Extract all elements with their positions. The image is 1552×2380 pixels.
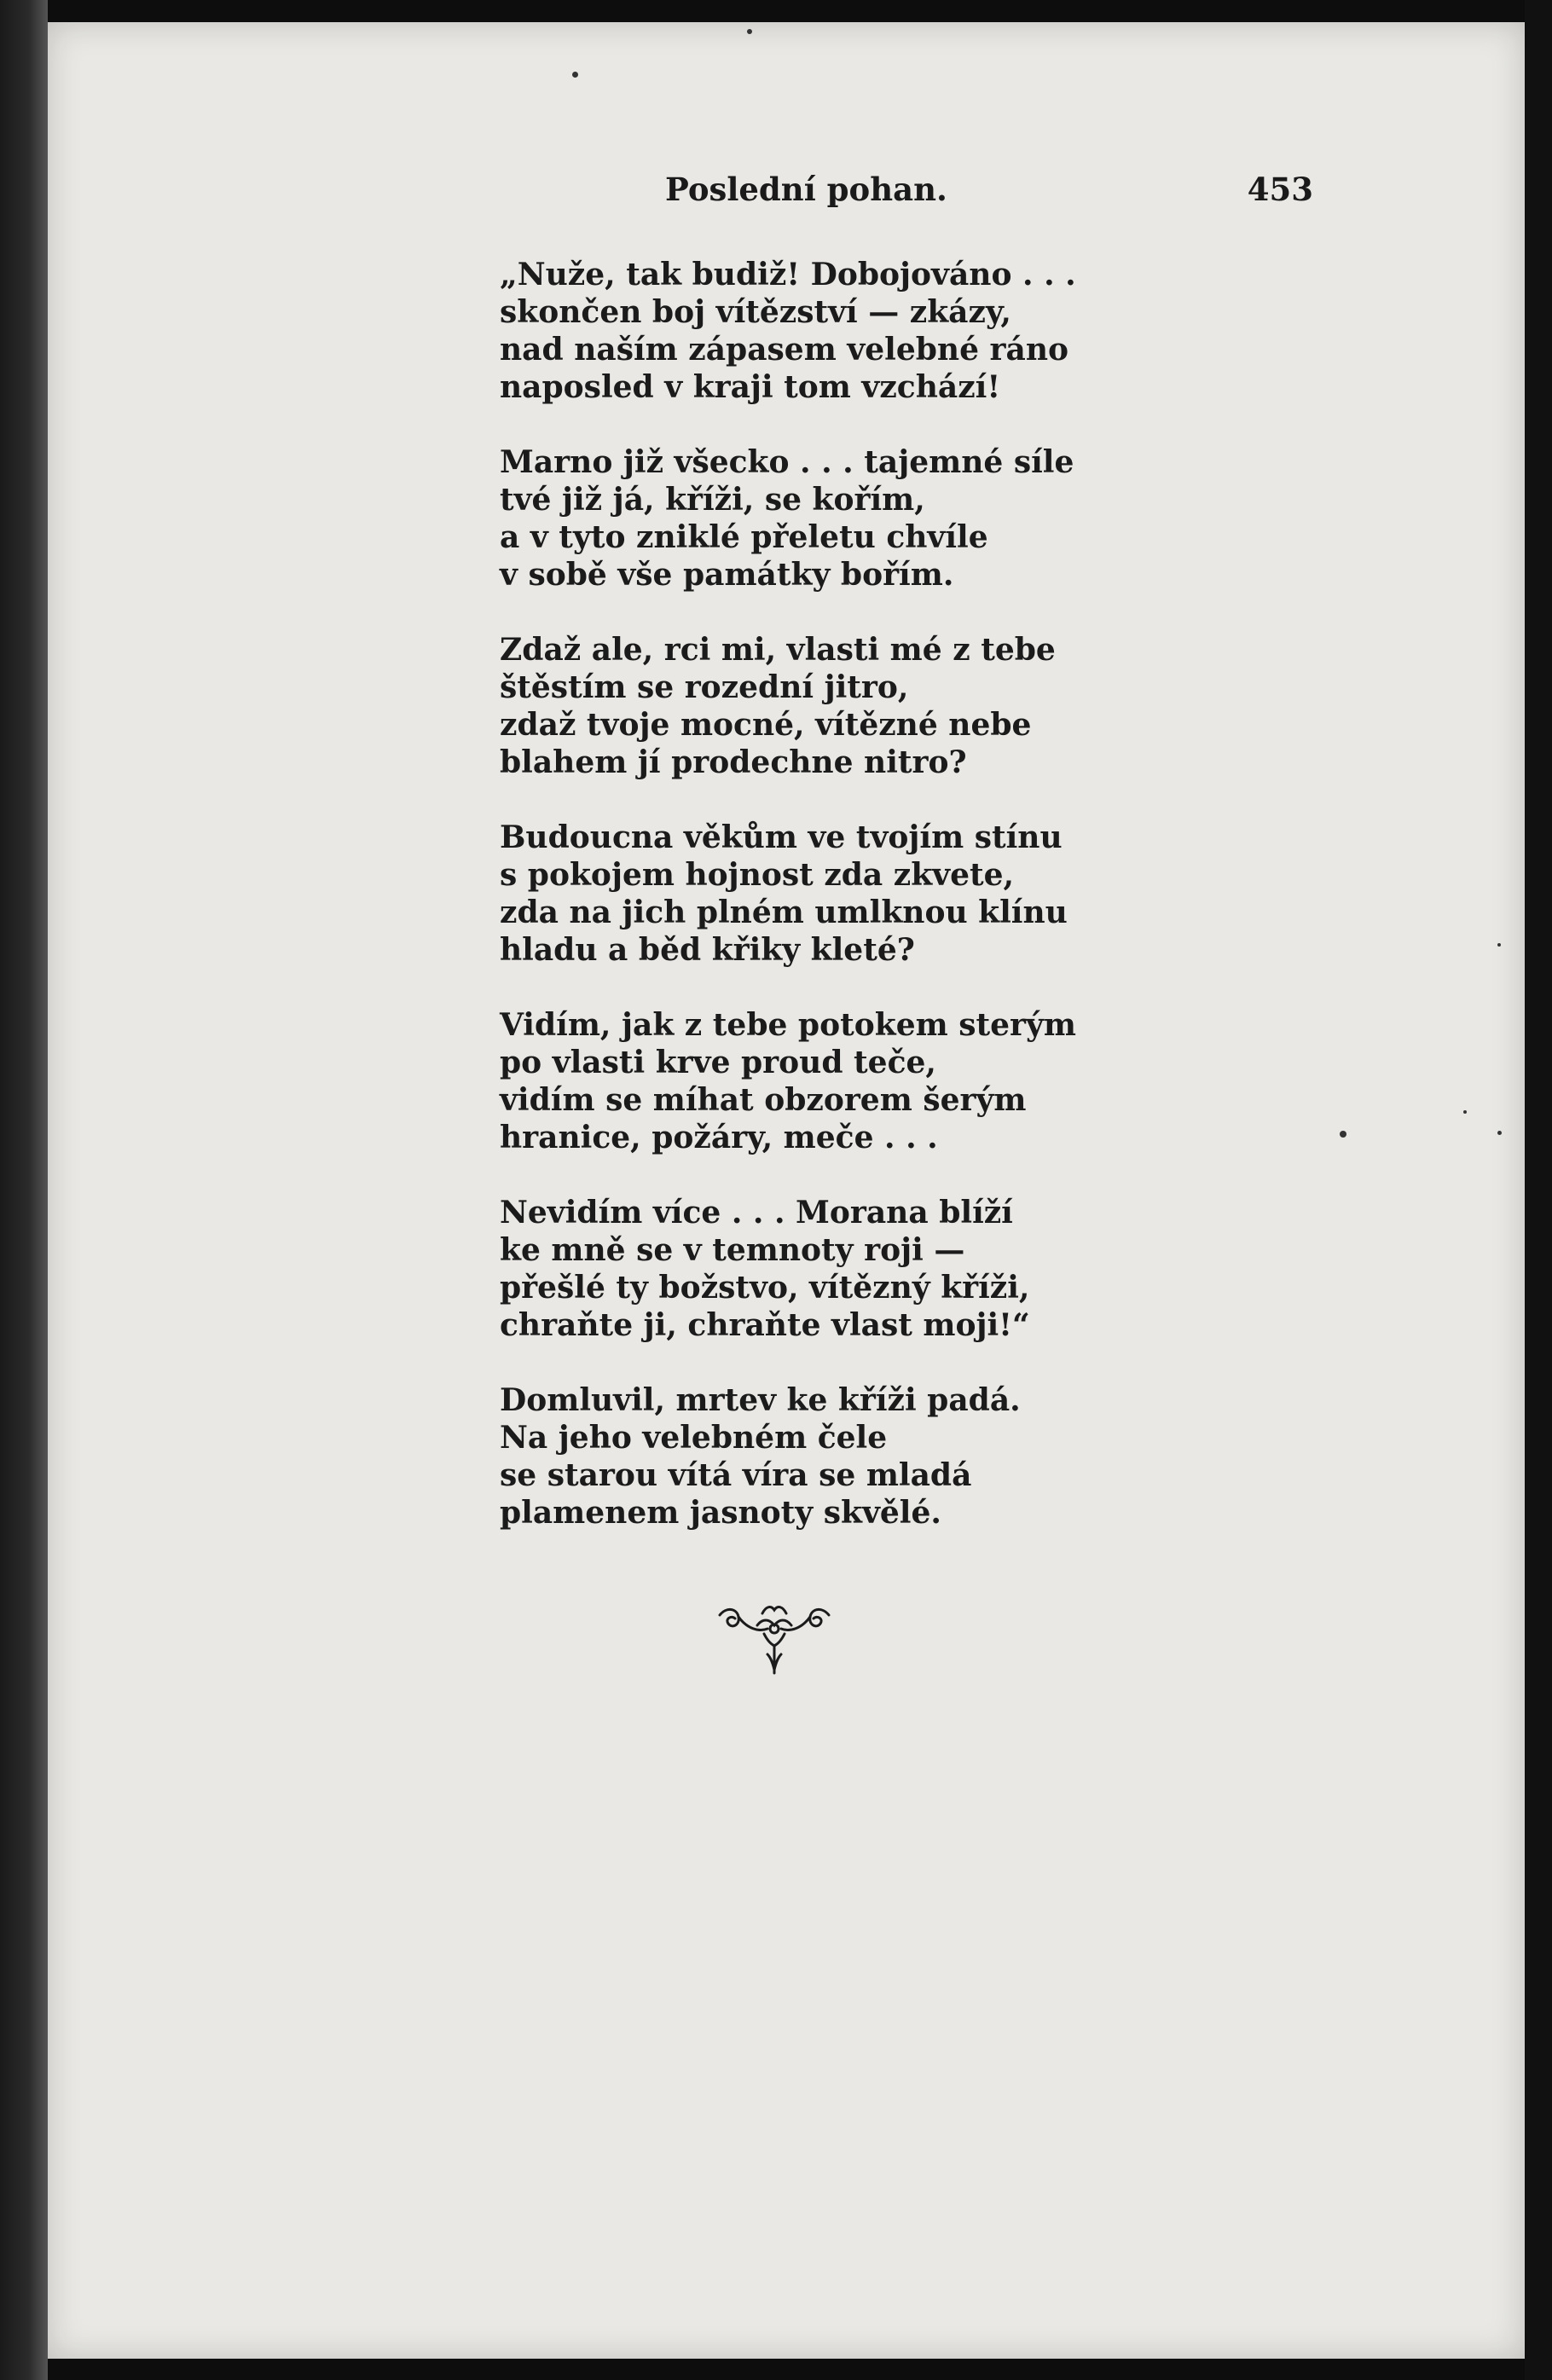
poem-line: plamenem jasnoty skvělé. [500, 1495, 941, 1531]
scan-speck [1463, 1110, 1467, 1114]
poem-line: skončen boj vítězství — zkázy, [500, 294, 1011, 330]
poem-line: Na jeho velebném čele [500, 1420, 888, 1456]
scan-speck [1497, 943, 1501, 947]
stanza-2 [500, 443, 1097, 594]
stanza-5 [500, 1006, 1097, 1156]
poem [500, 256, 1097, 1569]
poem-line: nad naším zápasem velebné ráno [500, 332, 1069, 368]
poem-line: hranice, požáry, meče . . . [500, 1120, 938, 1155]
poem-line: v sobě vše památky bořím. [500, 557, 954, 593]
scan-speck [747, 29, 752, 34]
stanza-1 [500, 256, 1097, 406]
poem-line: Zdaž ale, rci mi, vlasti mé z tebe [500, 632, 1056, 668]
poem-line: blahem jí prodechne nitro? [500, 744, 967, 780]
scan-speck [1340, 1131, 1346, 1138]
running-title: Poslední pohan. [665, 171, 947, 208]
vignette-ornament-icon [715, 1603, 834, 1680]
poem-line: ke mně se v temnoty roji — [500, 1232, 965, 1268]
poem-line: štěstím se rozední jitro, [500, 669, 909, 705]
poem-line: „Nuže, tak budiž! Dobojováno . . . [500, 257, 1076, 292]
scan-right-edge [1525, 0, 1552, 2380]
poem-line: zdaž tvoje mocné, vítězné nebe [500, 707, 1032, 743]
page-header [665, 171, 1313, 222]
poem-line: po vlasti krve proud teče, [500, 1045, 936, 1080]
scan-speck [1497, 1131, 1502, 1135]
poem-line: Vidím, jak z tebe potokem sterým [500, 1007, 1077, 1043]
scan-left-edge [0, 0, 48, 2380]
poem-line: s pokojem hojnost zda zkvete, [500, 857, 1015, 893]
poem-line: chraňte ji, chraňte vlast moji!“ [500, 1307, 1030, 1343]
poem-line: přešlé ty božstvo, vítězný kříži, [500, 1270, 1030, 1306]
poem-line: naposled v kraji tom vzchází! [500, 369, 1001, 405]
page-number: 453 [1247, 171, 1313, 208]
poem-line: Budoucna věkům ve tvojím stínu [500, 819, 1063, 855]
poem-line: vidím se míhat obzorem šerým [500, 1082, 1027, 1118]
poem-line: hladu a běd křiky kleté? [500, 932, 915, 968]
stanza-6 [500, 1194, 1097, 1344]
poem-line: zda na jich plném umlknou klínu [500, 895, 1068, 930]
stanza-3 [500, 631, 1097, 781]
poem-line: Marno již všecko . . . tajemné síle [500, 444, 1074, 480]
poem-line: Nevidím více . . . Morana blíží [500, 1195, 1013, 1231]
stanza-7 [500, 1381, 1097, 1532]
stanza-4 [500, 819, 1097, 969]
poem-line: a v tyto zniklé přeletu chvíle [500, 519, 988, 555]
poem-line: Domluvil, mrtev ke kříži padá. [500, 1382, 1021, 1418]
scan-speck [572, 72, 578, 78]
poem-line: tvé již já, kříži, se kořím, [500, 482, 925, 518]
poem-line: se starou vítá víra se mladá [500, 1457, 972, 1493]
